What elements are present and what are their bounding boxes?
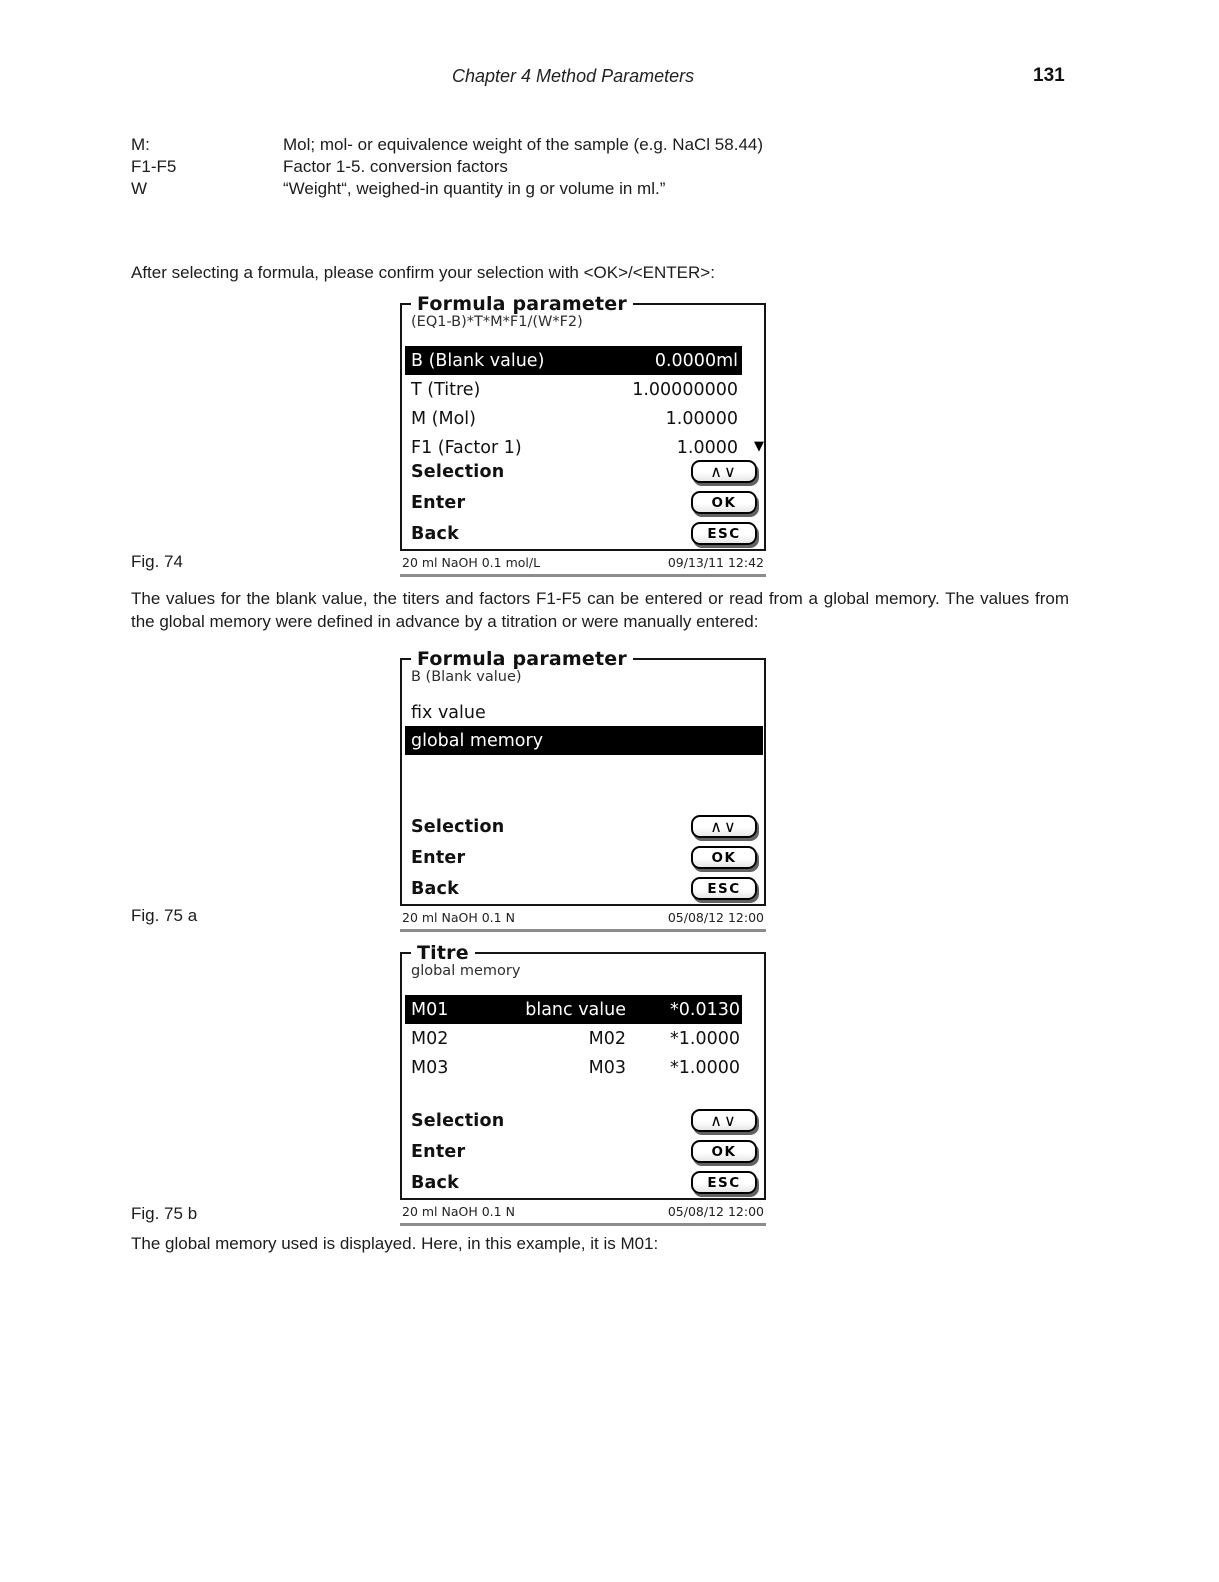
memory-description: M03 [588, 1057, 626, 1078]
page-number: 131 [1033, 65, 1065, 86]
screen-subtitle-blank-value: B (Blank value) [411, 669, 522, 685]
softkey-area [411, 811, 757, 904]
status-reagent: 20 ml NaOH 0.1 N [402, 1204, 515, 1219]
softkey-label: Enter [411, 1141, 466, 1162]
definition-list [131, 134, 763, 200]
definition-term: M: [131, 135, 150, 154]
softkey-row-selection [411, 456, 757, 487]
parameter-label: M (Mol) [411, 408, 476, 429]
parameter-value: 0.0000ml [654, 350, 738, 371]
softkey-label: Back [411, 523, 459, 544]
screen-subtitle-global-memory: global memory [411, 963, 521, 979]
esc-button: ESC [691, 877, 757, 900]
screen-title: Formula parameter [411, 293, 633, 315]
figure-caption-74: Fig. 74 [131, 552, 183, 571]
ok-button: OK [691, 491, 757, 514]
up-down-button: ∧∨ [691, 815, 757, 838]
screen-subtitle-formula: (EQ1-B)*T*M*F1/(W*F2) [411, 314, 583, 330]
softkey-row-enter [411, 1136, 757, 1167]
definition-term: W [131, 179, 148, 198]
softkey-label: Enter [411, 847, 466, 868]
memory-name: M02 [411, 1028, 449, 1049]
definition-term: F1-F5 [131, 157, 177, 176]
softkey-area [411, 456, 757, 549]
softkey-row-back [411, 518, 757, 549]
parameter-label: T (Titre) [411, 379, 481, 400]
softkey-row-selection [411, 1105, 757, 1136]
device-screen-blank-value-source [400, 648, 766, 906]
esc-button: ESC [691, 522, 757, 545]
memory-row-m02 [405, 1024, 742, 1053]
softkey-row-selection [411, 811, 757, 842]
definition-description: “Weight“, weighed-in quantity in g or volume in ml.” [283, 179, 666, 198]
ok-button: OK [691, 1140, 757, 1163]
esc-button: ESC [691, 1171, 757, 1194]
paragraph-global-memory: The values for the blank value, the titers and factors F1-F5 can be entered or read from a global memory. The values from the global memory were defined in advance by a titration or were manually entered: [131, 589, 1069, 631]
figure-caption-75b: Fig. 75 b [131, 1204, 198, 1223]
memory-row-m03 [405, 1053, 742, 1082]
device-screen-titre-global-memory [400, 942, 766, 1200]
option-list [405, 700, 763, 755]
softkey-label: Back [411, 878, 459, 899]
paragraph-confirm-selection: After selecting a formula, please confirm your selection with <OK>/<ENTER>: [131, 263, 715, 282]
definition-row [131, 134, 763, 156]
memory-row-m01 [405, 995, 742, 1024]
memory-name: M01 [411, 999, 449, 1020]
device-status-bar [400, 551, 766, 577]
screen-title: Titre [411, 942, 475, 964]
softkey-area [411, 1105, 757, 1198]
option-fix-value: fix value [411, 703, 486, 723]
status-reagent: 20 ml NaOH 0.1 N [402, 910, 515, 925]
up-down-button: ∧∨ [691, 460, 757, 483]
memory-value: *1.0000 [670, 1057, 740, 1078]
definition-description: Mol; mol- or equivalence weight of the sample (e.g. NaCl 58.44) [283, 135, 764, 154]
definition-row [131, 178, 763, 200]
parameter-row-mol [405, 404, 742, 433]
device-status-bar [400, 906, 766, 932]
paragraph-memory-displayed: The global memory used is displayed. Here, in this example, it is M01: [131, 1234, 659, 1253]
memory-description: M02 [588, 1028, 626, 1049]
figure-caption-75a: Fig. 75 a [131, 906, 198, 925]
softkey-label: Selection [411, 816, 505, 837]
definition-row [131, 156, 763, 178]
softkey-label: Selection [411, 461, 505, 482]
memory-value: *1.0000 [670, 1028, 740, 1049]
memory-name: M03 [411, 1057, 449, 1078]
memory-description: blanc value [525, 999, 626, 1020]
option-global-memory: global memory [405, 726, 763, 755]
parameter-label: B (Blank value) [411, 350, 545, 371]
parameter-value: 1.00000000 [632, 379, 738, 400]
parameter-list [405, 346, 764, 462]
parameter-value: 1.00000 [665, 408, 738, 429]
screen-title: Formula parameter [411, 648, 633, 670]
softkey-row-back [411, 873, 757, 904]
definition-description: Factor 1-5. conversion factors [283, 157, 508, 176]
chapter-header: Chapter 4 Method Parameters [452, 66, 695, 86]
ok-button: OK [691, 846, 757, 869]
softkey-label: Enter [411, 492, 466, 513]
softkey-row-enter [411, 842, 757, 873]
parameter-row-titre [405, 375, 742, 404]
scroll-down-icon: ▼ [754, 439, 764, 454]
parameter-label: F1 (Factor 1) [411, 437, 522, 458]
memory-value: *0.0130 [670, 999, 740, 1020]
parameter-value: 1.0000 [676, 437, 738, 458]
softkey-label: Back [411, 1172, 459, 1193]
up-down-button: ∧∨ [691, 1109, 757, 1132]
softkey-row-back [411, 1167, 757, 1198]
device-status-bar [400, 1200, 766, 1226]
parameter-row-blank-value [405, 346, 742, 375]
memory-list [405, 995, 742, 1082]
status-datetime: 09/13/11 12:42 [667, 555, 764, 570]
status-datetime: 05/08/12 12:00 [667, 1204, 764, 1219]
softkey-row-enter [411, 487, 757, 518]
device-screen-formula-parameter [400, 293, 766, 551]
softkey-label: Selection [411, 1110, 505, 1131]
status-datetime: 05/08/12 12:00 [667, 910, 764, 925]
status-reagent: 20 ml NaOH 0.1 mol/L [402, 555, 541, 570]
